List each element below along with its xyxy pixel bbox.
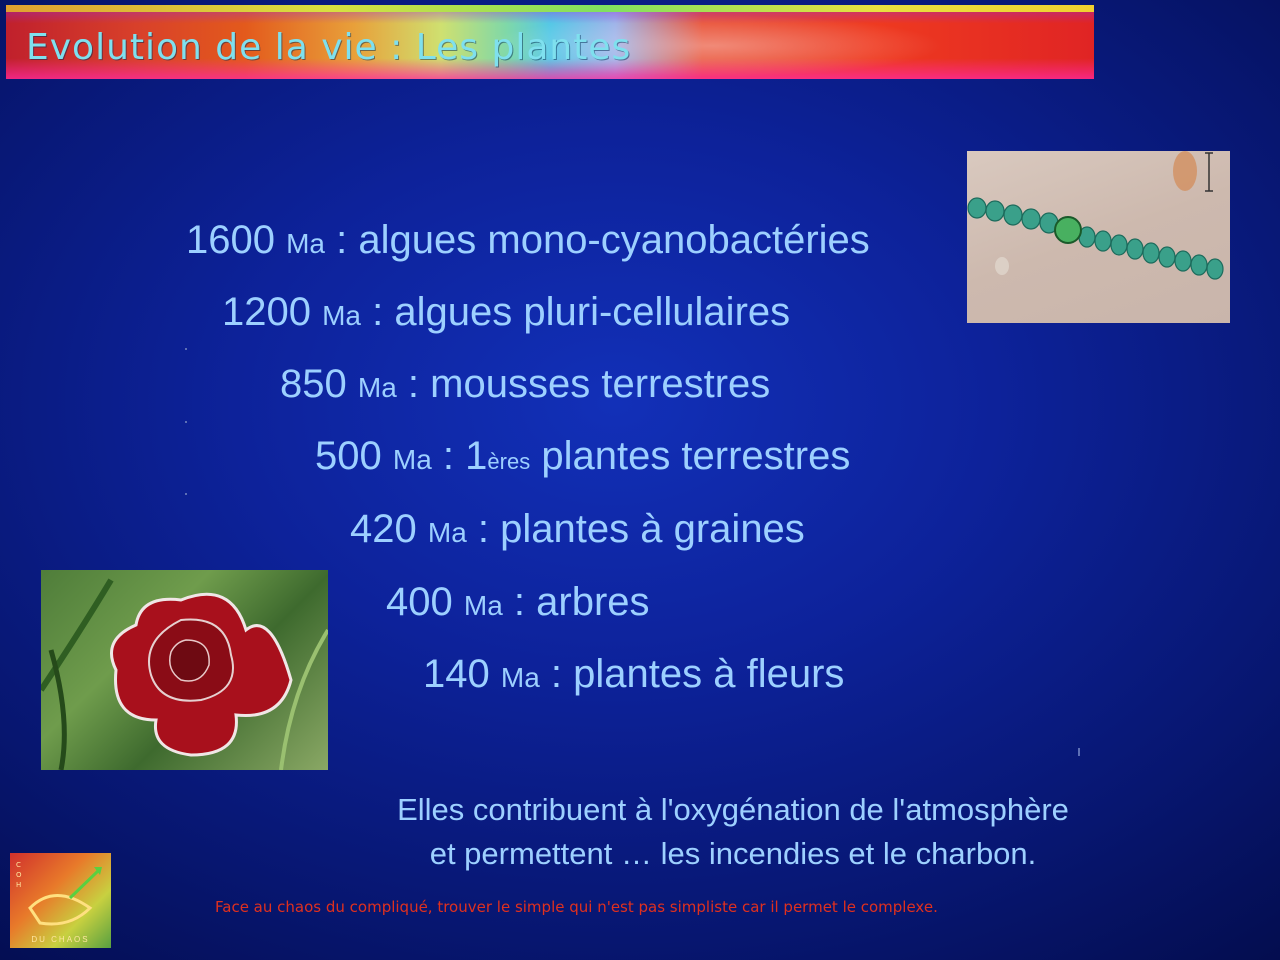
footer-quote: Face au chaos du compliqué, trouver le simple qui n'est pas simpliste car il permet le complexe.: [215, 898, 938, 916]
timeline-item: [386, 582, 650, 622]
timeline-text: plantes à graines: [500, 507, 805, 551]
timeline-separator: :: [477, 507, 490, 551]
decorative-dot: [185, 493, 187, 495]
timeline-item: [350, 509, 805, 549]
decorative-dot: [185, 348, 187, 350]
timeline-unit: Ma: [463, 590, 503, 621]
timeline-item: [222, 292, 790, 332]
timeline-unit: Ma: [286, 228, 326, 259]
timeline-prefix: 1: [465, 434, 488, 478]
timeline-unit: Ma: [500, 662, 540, 693]
timeline-unit: Ma: [392, 444, 432, 475]
title-banner: [6, 5, 1094, 79]
timeline-text: algues mono-cyanobactéries: [358, 218, 870, 262]
timeline-text: mousses terrestres: [430, 362, 771, 406]
decorative-dot: [1078, 748, 1080, 756]
timeline-value: 140: [423, 652, 490, 696]
timeline-value: 1600: [186, 218, 275, 262]
logo-emblem-icon: [10, 853, 111, 948]
closing-line-2: et permettent … les incendies et le charbon.: [429, 836, 1037, 871]
timeline-item: [186, 220, 870, 260]
decorative-dot: [185, 421, 187, 423]
timeline-unit: Ma: [357, 372, 397, 403]
carnation-flower-photo: [41, 570, 328, 770]
red-flower-image: [41, 570, 328, 770]
svg-text:O: O: [16, 871, 22, 879]
page-title: Evolution de la vie : Les plantes: [26, 27, 632, 68]
cyanobacteria-photo: [951, 151, 1230, 323]
logo-text: DU CHAOS: [31, 935, 90, 944]
timeline-item: [315, 436, 850, 476]
svg-text:C: C: [16, 861, 21, 869]
timeline-value: 850: [280, 362, 347, 406]
timeline-value: 1200: [222, 290, 311, 334]
timeline-text: plantes à fleurs: [573, 652, 845, 696]
timeline-text: plantes terrestres: [541, 434, 851, 478]
timeline-separator: :: [550, 652, 563, 696]
timeline-item: [423, 654, 844, 694]
timeline-value: 420: [350, 507, 417, 551]
svg-text:H: H: [16, 881, 22, 889]
timeline-superscript: ères: [487, 449, 531, 474]
coherence-du-chaos-logo: [10, 853, 111, 948]
timeline-text: arbres: [536, 580, 650, 624]
cyanobacteria-chain-image: 01.89.02 1600x: [967, 151, 1230, 323]
closing-statement: [348, 788, 1118, 876]
timeline-separator: :: [442, 434, 455, 478]
timeline-separator: :: [336, 218, 348, 262]
timeline-separator: :: [513, 580, 526, 624]
timeline-value: 400: [386, 580, 453, 624]
timeline-separator: :: [372, 290, 384, 334]
closing-line-1: Elles contribuent à l'oxygénation de l'atmosphère: [397, 792, 1069, 827]
timeline-separator: :: [407, 362, 420, 406]
timeline-unit: Ma: [427, 517, 467, 548]
timeline-text: algues pluri-cellulaires: [394, 290, 791, 334]
timeline-unit: Ma: [322, 300, 362, 331]
timeline-item: [280, 364, 770, 404]
timeline-value: 500: [315, 434, 382, 478]
